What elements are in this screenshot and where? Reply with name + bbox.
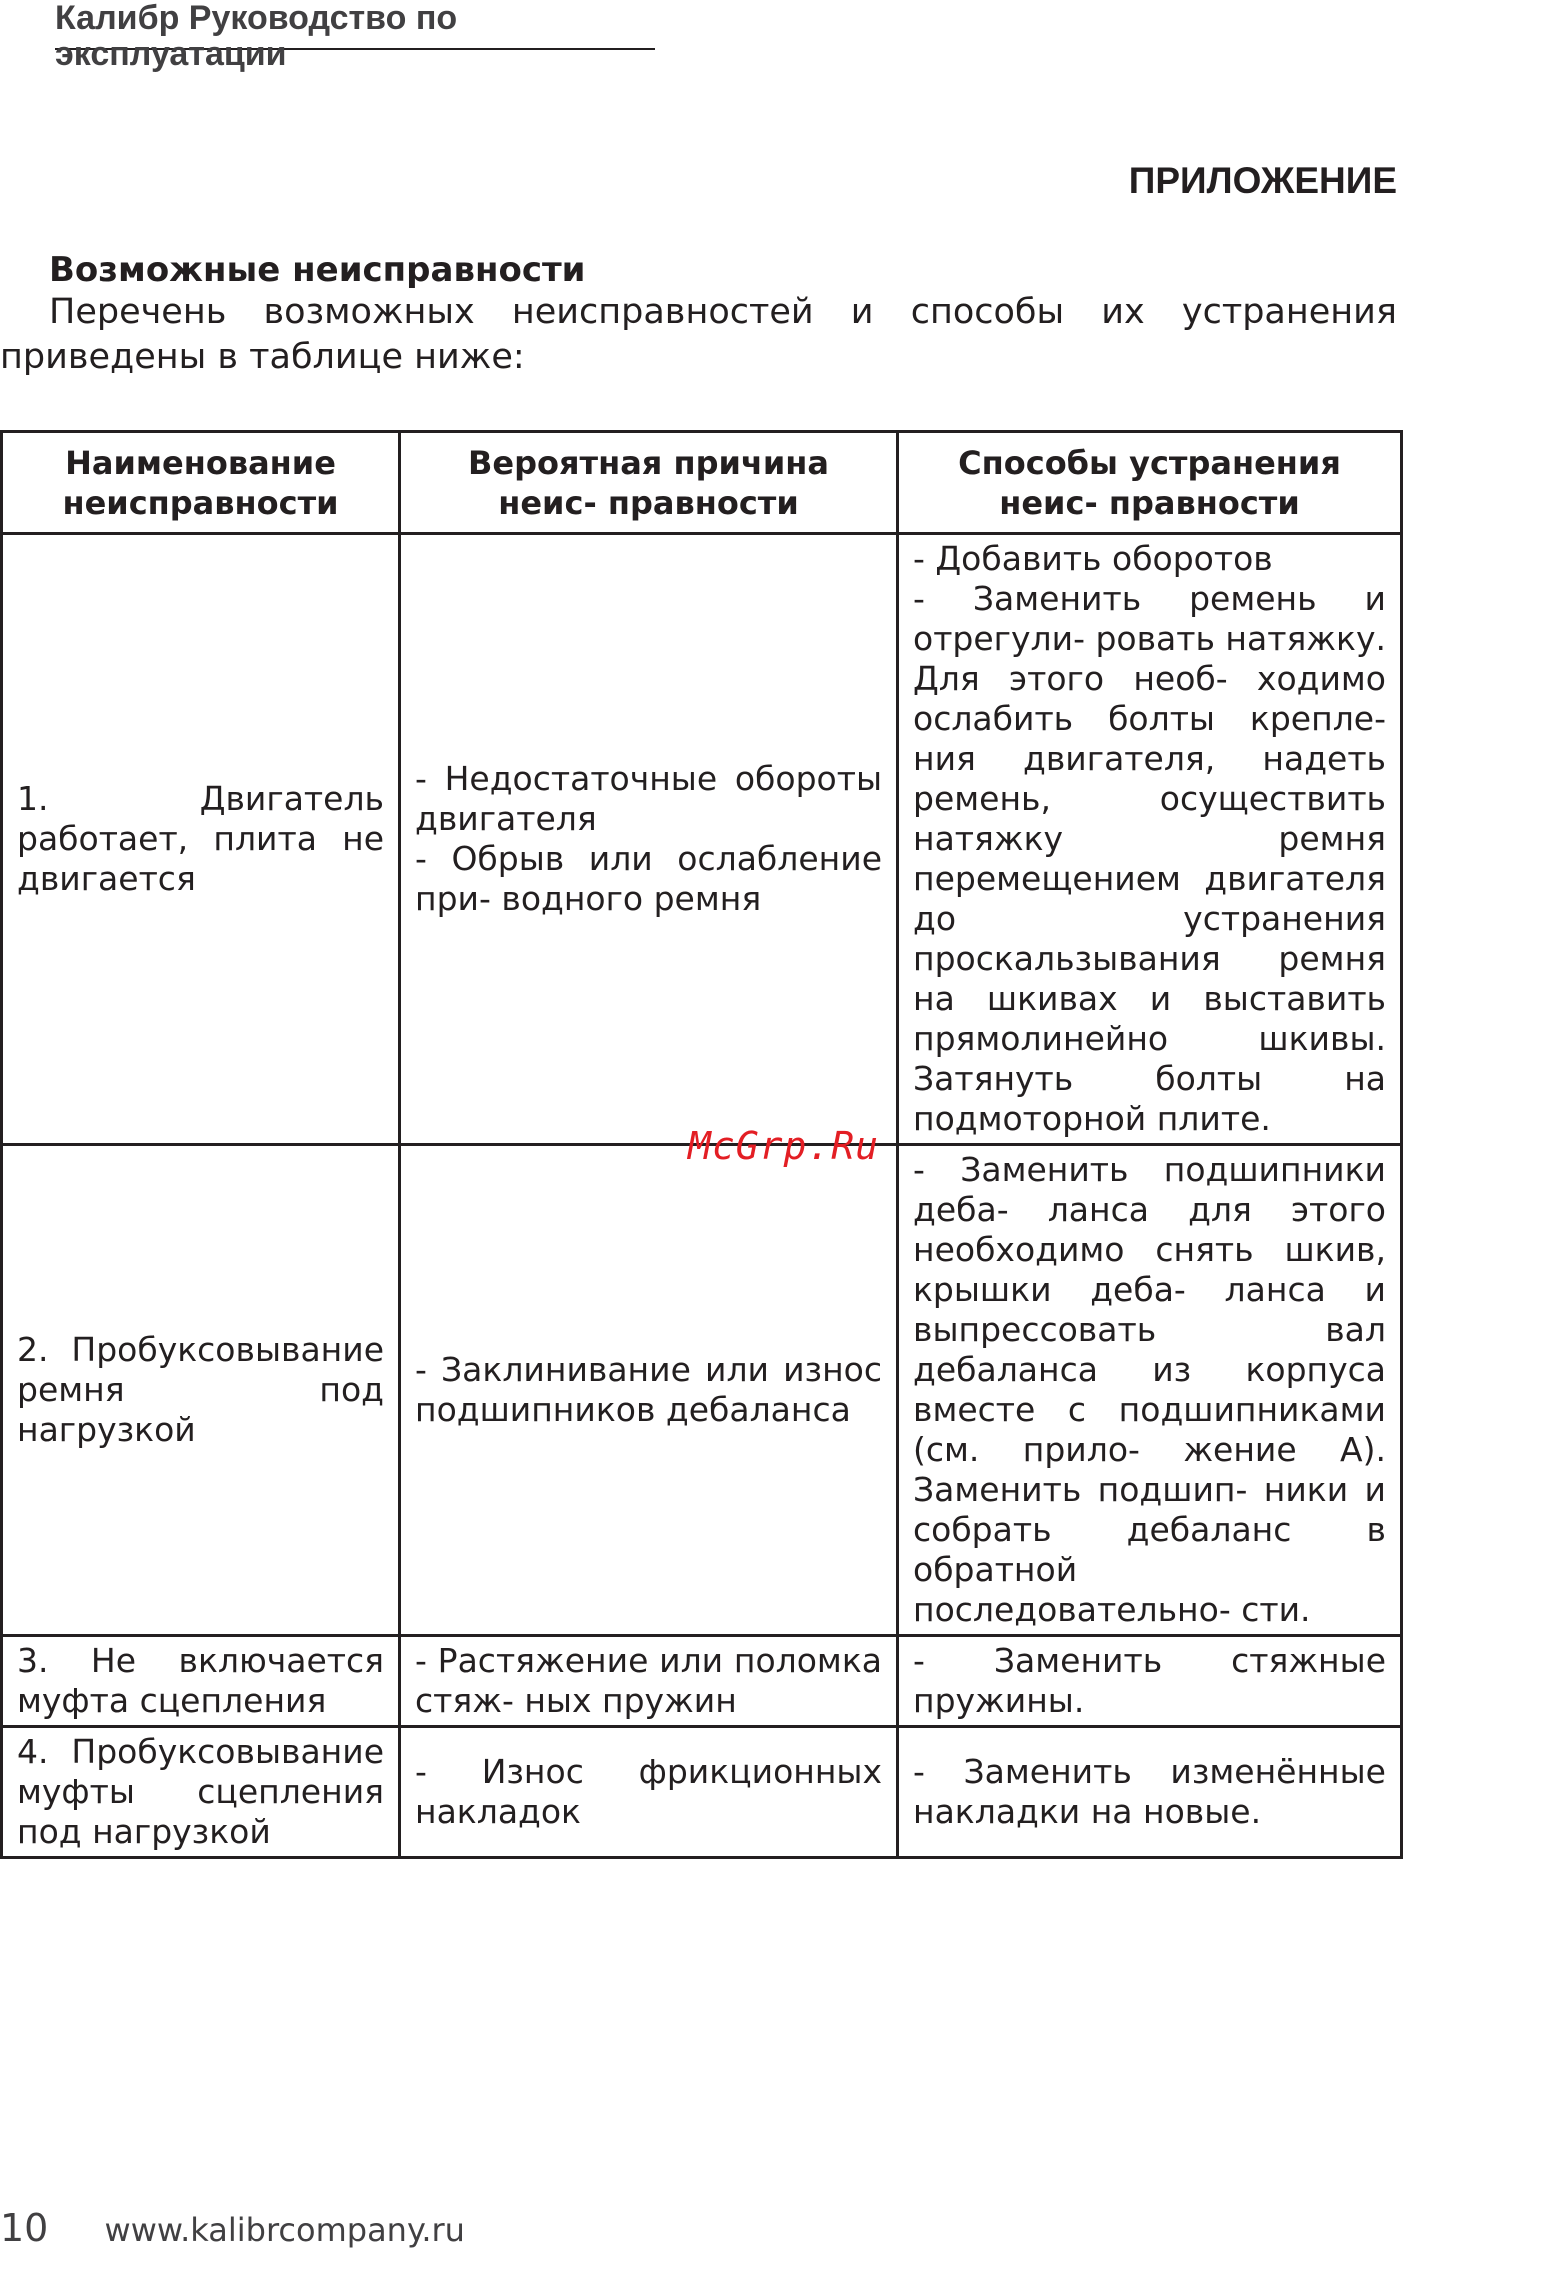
remedy-line: - Заменить изменённые накладки на новые. — [913, 1752, 1386, 1831]
remedy-line: - Заменить ремень и отрегули- ровать натяжку. Для этого необ- ходимо ослабить болты крепле- ния двигателя, надеть ремень, осуществить натяжку ремня перемещением двигателя до устранения проскальзывания ремня на шкивах и выставить прямолинейно шкивы. Затянуть болты на подмоторной плите. — [913, 579, 1386, 1138]
page-number: 10 — [0, 2206, 49, 2250]
fault-cell: 1. Двигатель работает, плита не двигается — [2, 534, 400, 1145]
cause-cell — [400, 1727, 898, 1858]
appendix-title: ПРИЛОЖЕНИЕ — [1128, 160, 1397, 201]
table-row — [2, 1636, 1402, 1727]
fault-cell: 4. Пробуксовывание муфты сцепления под нагрузкой — [2, 1727, 400, 1858]
header-fault-name: Наименование неисправности — [2, 432, 400, 534]
cause-cell — [400, 534, 898, 1145]
cause-line: - Недостаточные обороты двигателя — [415, 759, 882, 838]
table-row — [2, 1145, 1402, 1636]
table-header-row — [2, 432, 1402, 534]
remedy-cell — [898, 1727, 1402, 1858]
remedy-cell — [898, 1145, 1402, 1636]
website-link[interactable]: www.kalibrcompany.ru — [104, 2211, 465, 2249]
remedy-line: - Заменить подшипники деба- ланса для этого необходимо снять шкив, крышки деба- ланса и выпрессовать вал дебаланса из корпуса вместе с подшипниками (см. прило- жение А). Заменить подшип- ники и собрать дебаланс в обратной последовательно- сти. — [913, 1150, 1386, 1629]
fault-cell: 3. Не включается муфта сцепления — [2, 1636, 400, 1727]
page-footer — [0, 2206, 465, 2250]
remedy-cell — [898, 1636, 1402, 1727]
table-row — [2, 1727, 1402, 1858]
table-row — [2, 534, 1402, 1145]
header-remedy: Способы устранения неис- правности — [898, 432, 1402, 534]
remedy-line: - Заменить стяжные пружины. — [913, 1641, 1386, 1720]
cause-line: - Обрыв или ослабление при- водного ремня — [415, 839, 882, 918]
header-probable-cause: Вероятная причина неис- правности — [400, 432, 898, 534]
cause-line: - Растяжение или поломка стяж- ных пружин — [415, 1641, 882, 1720]
section-title: Возможные неисправности — [49, 250, 586, 290]
watermark: McGrp.Ru — [688, 1124, 880, 1168]
remedy-cell — [898, 534, 1402, 1145]
intro-paragraph: Перечень возможных неисправностей и способы их устранения приведены в таблице ниже: — [0, 292, 1397, 377]
running-header: Калибр Руководство по эксплуатации — [55, 0, 655, 50]
fault-cell: 2. Пробуксовывание ремня под нагрузкой — [2, 1145, 400, 1636]
cause-line: - Заклинивание или износ подшипников дебаланса — [415, 1350, 882, 1429]
cause-line: - Износ фрикционных накладок — [415, 1752, 882, 1831]
cause-cell — [400, 1636, 898, 1727]
cause-cell — [400, 1145, 898, 1636]
remedy-line: - Добавить оборотов — [913, 539, 1273, 578]
